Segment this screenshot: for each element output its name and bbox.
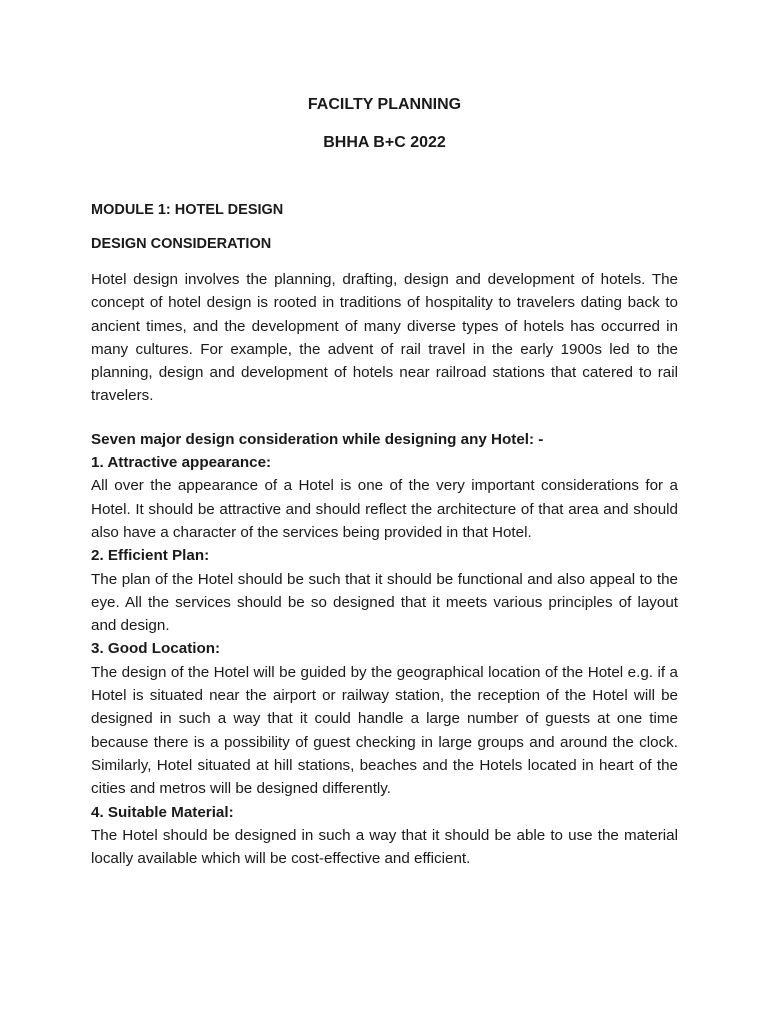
item-heading-good-location: 3. Good Location:: [91, 640, 221, 658]
item-body-attractive-appearance: All over the appearance of a Hotel is one of the very important considerations for a Hotel. It should be attractive and should reflect the architecture of that area and should also have a character of the services being provided in that Hotel.: [91, 477, 678, 541]
document-title: FACILTY PLANNING: [307, 96, 462, 113]
item-body-good-location: The design of the Hotel will be guided by the geographical location of the Hotel e.g. if a Hotel is situated near the airport or railway station, the reception of the Hotel will be designed in such a way that it could handle a large number of guests at one time because there is a possibility of guest checking in large groups and around the clock. Similarly, Hotel situated at hill stations, beaches and the Hotels located in heart of the cities and metros will be designed differently.: [91, 663, 678, 798]
module-heading: MODULE 1: HOTEL DESIGN: [91, 202, 284, 218]
intro-paragraph: Hotel design involves the planning, drafting, design and development of hotels. The concept of hotel design is rooted in traditions of hospitality to travelers dating back to ancient times, and the development of many diverse types of hotels has occurred in many cultures. For example, the advent of rail travel in the early 1900s led to the planning, design and development of hotels near railroad stations that catered to rail travelers.: [91, 271, 678, 405]
item-heading-suitable-material: 4. Suitable Material:: [91, 803, 234, 821]
item-body-suitable-material: The Hotel should be designed in such a way that it should be able to use the material locally available which will be cost-effective and efficient.: [91, 826, 678, 868]
item-heading-attractive-appearance: 1. Attractive appearance:: [91, 454, 272, 472]
document-subtitle: BHHA B+C 2022: [323, 134, 446, 151]
item-heading-efficient-plan: 2. Efficient Plan:: [91, 547, 210, 565]
document-body: [91, 94, 678, 870]
item-body-efficient-plan: The plan of the Hotel should be such that it should be functional and also appeal to the eye. All the services should be so designed that it meets various principles of layout and design.: [91, 570, 678, 635]
considerations-heading: Seven major design consideration while designing any Hotel: -: [91, 430, 544, 448]
section-heading: DESIGN CONSIDERATION: [91, 236, 272, 252]
